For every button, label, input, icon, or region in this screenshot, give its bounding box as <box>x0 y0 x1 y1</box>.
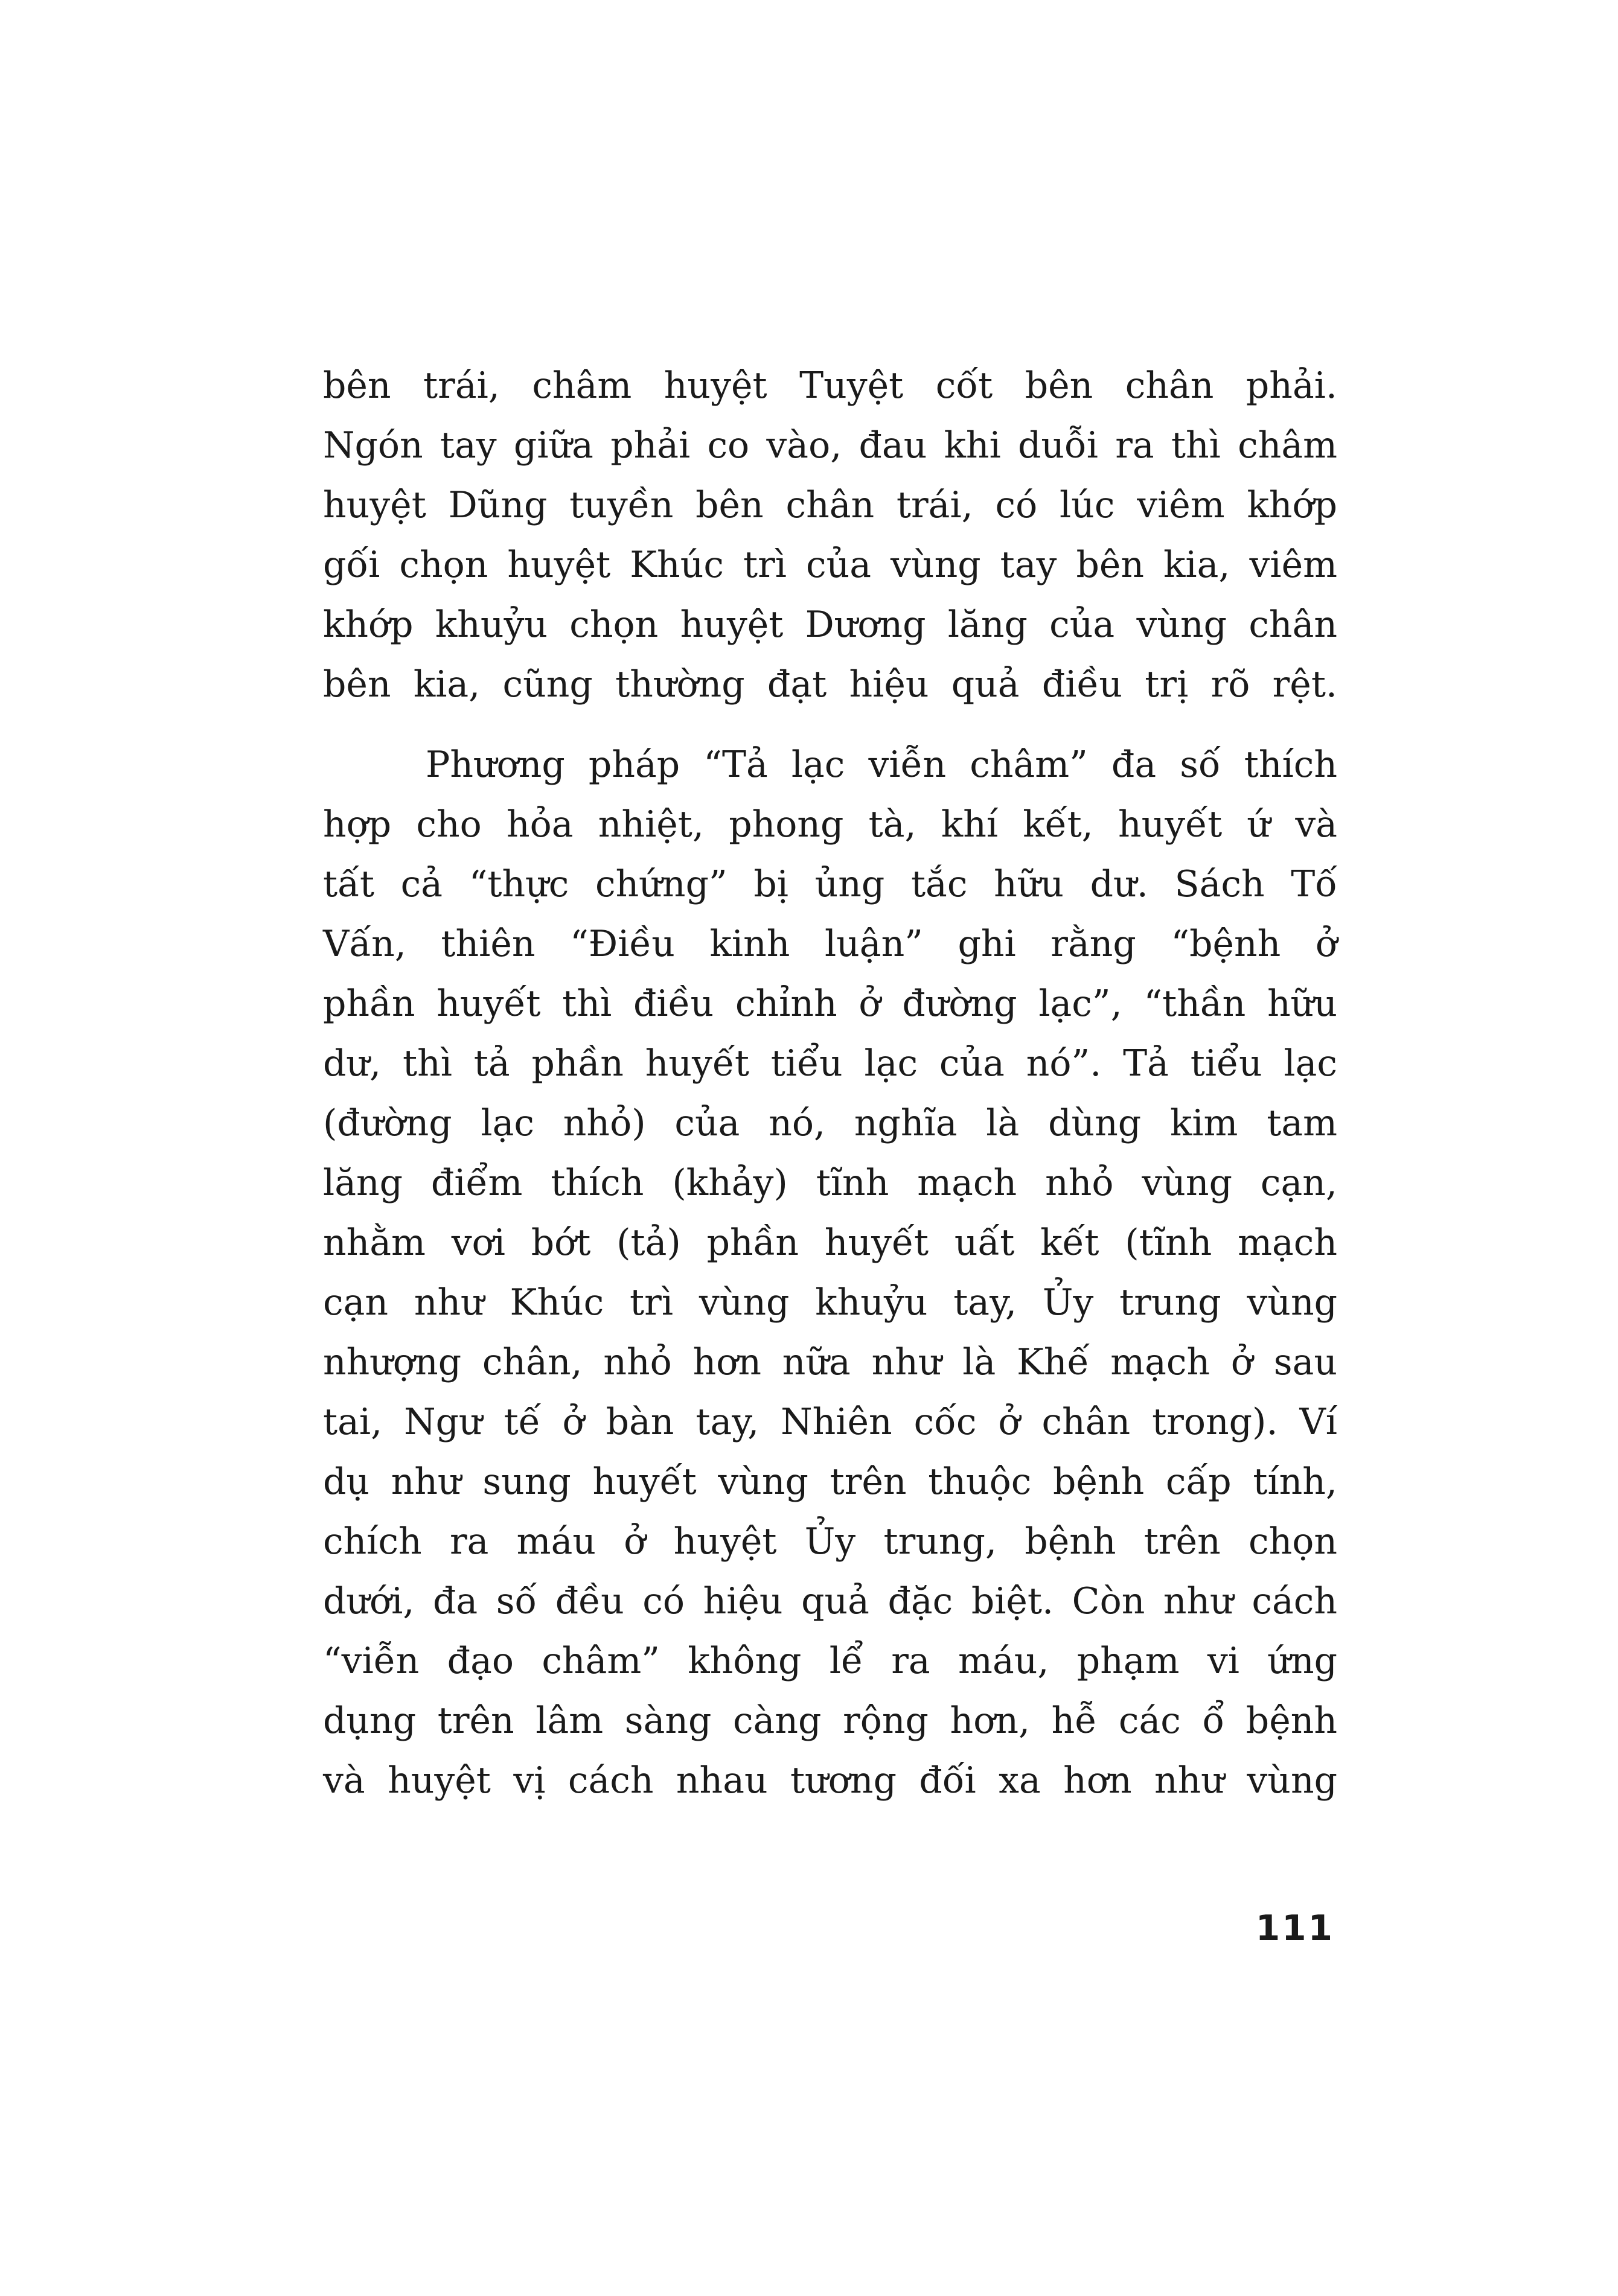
text-line: Ngón tay giữa phải co vào, đau khi duỗi ra thì châm <box>323 424 1337 467</box>
text-line: hợp cho hỏa nhiệt, phong tà, khí kết, huyết ứ và <box>323 803 1337 846</box>
text-line: Vấn, thiên “Điều kinh luận” ghi rằng “bệnh ở <box>323 923 1337 965</box>
paragraph-1 <box>323 356 1337 715</box>
paragraph-2 <box>323 735 1337 1811</box>
text-line: “viễn đạo châm” không lể ra máu, phạm vi ứng <box>323 1640 1337 1682</box>
text-line: tai, Ngư tế ở bàn tay, Nhiên cốc ở chân trong). Ví <box>323 1401 1337 1443</box>
paragraph-spacer <box>323 715 1337 735</box>
text-line: Phương pháp “Tả lạc viễn châm” đa số thích <box>426 744 1337 786</box>
text-line: huyệt Dũng tuyền bên chân trái, có lúc viêm khớp <box>323 484 1337 526</box>
text-line: phần huyết thì điều chỉnh ở đường lạc”, “thần hữu <box>323 983 1337 1025</box>
text-line: dư, thì tả phần huyết tiểu lạc của nó”. Tả tiểu lạc <box>323 1042 1337 1085</box>
text-line: khớp khuỷu chọn huyệt Dương lăng của vùng chân <box>323 604 1337 646</box>
text-line: bên trái, châm huyệt Tuyệt cốt bên chân phải. <box>323 365 1337 407</box>
text-line: gối chọn huyệt Khúc trì của vùng tay bên kia, viêm <box>323 544 1337 586</box>
text-line: cạn như Khúc trì vùng khuỷu tay, Ủy trung vùng <box>323 1281 1337 1324</box>
text-line: bên kia, cũng thường đạt hiệu quả điều trị rõ rệt. <box>323 663 1337 706</box>
text-line: dưới, đa số đều có hiệu quả đặc biệt. Còn như cách <box>323 1580 1337 1622</box>
text-line: dụ như sung huyết vùng trên thuộc bệnh cấp tính, <box>323 1461 1337 1503</box>
page-number: 111 <box>1255 1907 1334 1948</box>
text-line: lăng điểm thích (khảy) tĩnh mạch nhỏ vùng cạn, <box>323 1162 1337 1204</box>
text-line: (đường lạc nhỏ) của nó, nghĩa là dùng kim tam <box>323 1102 1337 1144</box>
body-text <box>323 356 1337 1811</box>
text-line: và huyệt vị cách nhau tương đối xa hơn như vùng <box>323 1759 1337 1802</box>
text-line: chích ra máu ở huyệt Ủy trung, bệnh trên chọn <box>323 1520 1337 1563</box>
text-line: nhằm vơi bớt (tả) phần huyết uất kết (tĩnh mạch <box>323 1222 1337 1264</box>
text-line: tất cả “thực chứng” bị ủng tắc hữu dư. Sách Tố <box>323 863 1337 905</box>
text-line: nhượng chân, nhỏ hơn nữa như là Khế mạch ở sau <box>323 1341 1337 1383</box>
text-line: dụng trên lâm sàng càng rộng hơn, hễ các ổ bệnh <box>323 1700 1337 1742</box>
